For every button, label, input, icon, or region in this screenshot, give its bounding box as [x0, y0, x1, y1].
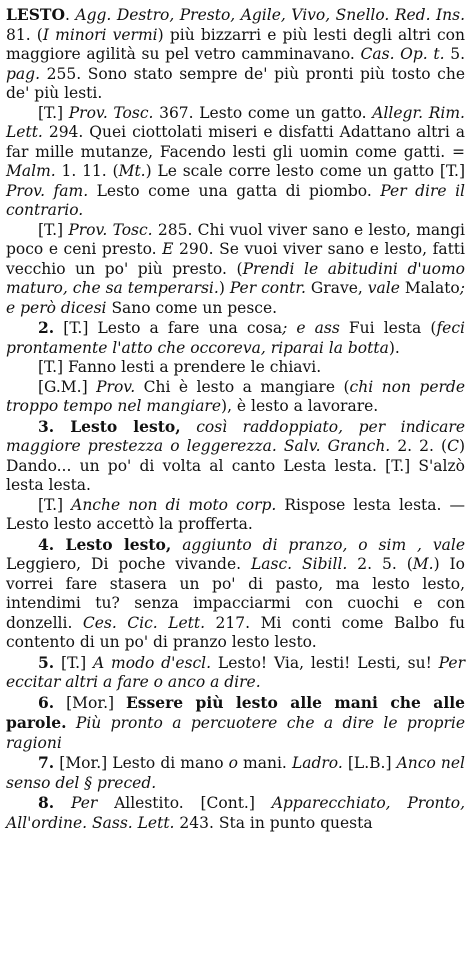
- entry-paragraph: [6, 5, 465, 104]
- body-text: ) più bizzarri e più lesti degli altri con maggiore agilità su pel vetro camminavano.: [6, 25, 466, 63]
- body-text: Chi è lesto a mangiare (: [135, 377, 350, 396]
- entry-paragraph: [6, 104, 465, 221]
- body-text: [T.]: [38, 103, 69, 122]
- body-text: 367. Lesto come un gatto.: [153, 103, 373, 122]
- italic-text: ; e però dicesi: [6, 279, 465, 317]
- italic-text: E: [162, 240, 174, 258]
- entry-paragraph: [6, 793, 465, 833]
- italic-text: Prendi le abitudini d'uomo maturo, che sa temperarsi.: [6, 259, 465, 297]
- entry-paragraph: [6, 496, 465, 535]
- bold-text: 2.: [38, 318, 55, 337]
- body-text: [Mor.]: [54, 693, 126, 712]
- dictionary-entry-lesto: [6, 5, 465, 833]
- body-text: 294. Quei ciottolati miseri e disfatti Adattano altri a far mille mutanze, Facendo lesti gli uomin come gatti. =: [6, 123, 465, 161]
- body-text: Leggiero, Di poche vivande.: [6, 555, 252, 573]
- bold-text: 7.: [38, 753, 55, 772]
- entry-paragraph: [6, 358, 465, 378]
- italic-text: aggiunto di pranzo, o sim , vale: [182, 535, 465, 554]
- body-text: ) Dando... un po' di volta al canto Lesta lesta. [T.] S'alzò lesta lesta.: [6, 437, 466, 494]
- italic-text: Lasc. Sibill.: [251, 555, 348, 573]
- body-text: 290. Se vuoi viver sano e lesto, fatti vecchio un po' più presto. (: [6, 240, 465, 278]
- body-text: [Mor.] Lesto di mano: [54, 754, 229, 772]
- body-text: ) Io vorrei fare stasera un po' di pasto, ma lesto lesto, intendimi tu? senza impacciarmi con cuochi e con donzelli.: [6, 555, 465, 632]
- italic-text: Per: [70, 794, 98, 812]
- italic-text: Mt.: [118, 162, 146, 180]
- bold-text: 3. Lesto lesto,: [38, 416, 181, 436]
- italic-text: così raddoppiato, per indicare maggiore prestezza o leggerezza. Salv. Granch.: [6, 417, 465, 455]
- entry-paragraph: [6, 535, 465, 653]
- italic-text: Apparecchiato, Pronto, All'ordine. Sass. Lett.: [6, 794, 465, 832]
- body-text: 5.: [444, 45, 466, 63]
- italic-text: Malm.: [6, 162, 56, 180]
- body-text: [T.]: [38, 495, 72, 514]
- italic-text: chi non perde troppo tempo nel mangiare: [6, 377, 465, 415]
- body-text: 2. 2. (: [390, 437, 448, 455]
- bold-text: 6.: [38, 692, 55, 712]
- bold-text: 4. Lesto lesto,: [38, 534, 172, 554]
- italic-text: C: [447, 437, 459, 455]
- body-text: mani.: [237, 754, 292, 772]
- body-text: Grave,: [305, 279, 368, 297]
- entry-paragraph: [6, 378, 465, 417]
- body-text: 255. Sono stato sempre de' più pronti più tosto che de' più lesti.: [6, 64, 465, 102]
- body-text: [T.] Fanno lesti a prendere le chiavi.: [38, 358, 322, 376]
- italic-text: Anche non di moto corp.: [71, 495, 277, 514]
- italic-text: A modo d'escl.: [92, 653, 212, 672]
- entry-paragraph: [6, 318, 465, 358]
- italic-text: Più pronto a percuotere che a dire le proprie ragioni: [6, 714, 465, 752]
- body-text: Rispose lesta lesta. — Lesto lesto accettò la profferta.: [6, 495, 465, 533]
- body-text: 217. Mi conti come Balbo fu contento di un po' di pranzo lesto lesto.: [6, 613, 465, 651]
- body-text: Lesto! Via, lesti! Lesti, su!: [211, 653, 439, 672]
- italic-text: Per dire il contrario.: [6, 181, 465, 219]
- body-text: ).: [388, 338, 400, 357]
- body-text: [L.B.]: [342, 754, 397, 772]
- body-text: 2. 5. (: [347, 555, 413, 573]
- body-text: 243. Sta in punto questa: [174, 813, 373, 832]
- body-text: ): [218, 279, 230, 297]
- body-text: ), è lesto a lavorare.: [221, 397, 379, 415]
- italic-text: Prov. Tosc.: [68, 220, 153, 239]
- bold-text: 8.: [38, 793, 55, 812]
- italic-text: Prov.: [96, 377, 136, 396]
- italic-text: M.: [412, 555, 434, 573]
- body-text: [T.] Lesto a fare una cosa: [54, 319, 283, 337]
- italic-text: o: [228, 754, 238, 772]
- italic-text: Prov. Tosc.: [68, 103, 154, 122]
- entry-paragraph: [6, 653, 465, 693]
- body-text: [67, 714, 76, 732]
- bold-text: 5.: [38, 652, 55, 672]
- italic-text: Anco nel senso del § preced.: [6, 754, 465, 792]
- italic-text: Agg. Destro, Presto, Agile, Vivo, Snello. Red. Ins.: [75, 6, 465, 24]
- entry-paragraph: [6, 693, 465, 754]
- body-text: [181, 418, 197, 436]
- entry-paragraph: [6, 753, 465, 793]
- entry-paragraph: [6, 221, 465, 319]
- italic-text: I minori vermi: [42, 25, 158, 44]
- body-text: 285. Chi vuol viver sano e lesto, mangi poco e ceni presto.: [6, 220, 465, 258]
- body-text: Malato: [399, 279, 460, 297]
- italic-text: Cas. Op. t.: [360, 45, 445, 63]
- italic-text: Per contr.: [229, 279, 306, 297]
- body-text: 1. 11. (: [55, 162, 119, 180]
- body-text: [G.M.]: [38, 377, 97, 396]
- bold-text: Essere più lesto alle mani che alle parole.: [6, 692, 465, 732]
- body-text: [T.]: [54, 653, 93, 672]
- body-text: Lesto come una gatta di piombo.: [88, 181, 381, 200]
- body-text: [171, 536, 182, 554]
- italic-text: pag.: [6, 64, 41, 83]
- italic-text: vale: [367, 279, 400, 297]
- italic-text: Prov. fam.: [6, 181, 89, 200]
- body-text: Sano come un pesce.: [106, 298, 278, 317]
- italic-text: Ladro.: [291, 754, 343, 772]
- italic-text: ; e ass: [282, 319, 340, 337]
- italic-text: Allegr. Rim. Lett.: [6, 103, 465, 141]
- italic-text: Per eccitar altri a fare o anco a dire.: [6, 653, 465, 691]
- body-text: Allestito. [Cont.]: [97, 794, 272, 812]
- italic-text: Ces. Cic. Lett.: [82, 613, 206, 632]
- body-text: [54, 794, 71, 812]
- body-text: Fui lesta (: [339, 319, 437, 337]
- body-text: [T.]: [38, 220, 69, 239]
- italic-text: feci prontamente l'atto che occoreva, riparai la botta: [6, 319, 465, 357]
- body-text: ) Le scale corre lesto come un gatto [T.]: [145, 162, 465, 180]
- entry-paragraph: [6, 417, 465, 496]
- body-text: 81. (: [6, 25, 43, 44]
- bold-text: LESTO: [6, 5, 65, 24]
- body-text: .: [64, 6, 76, 24]
